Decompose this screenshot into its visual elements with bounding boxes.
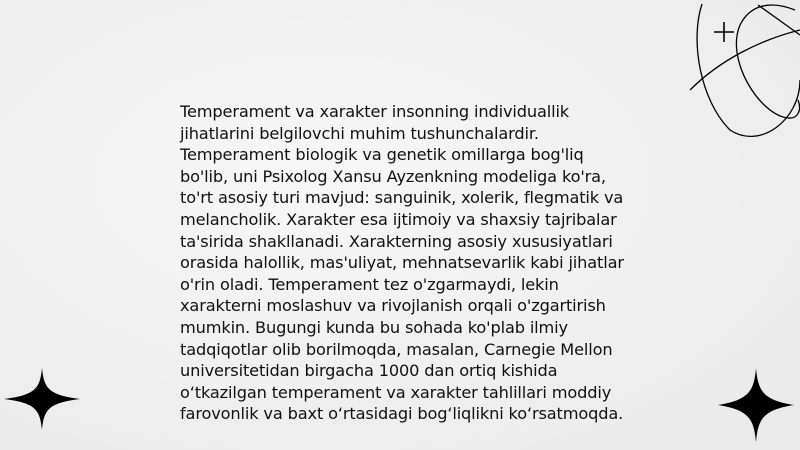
orbit-loop-icon <box>736 5 799 118</box>
four-point-star-icon <box>718 368 794 442</box>
orbit-lines-icon <box>670 0 800 150</box>
orbit-line-icon <box>690 30 800 90</box>
slide-body-text: Temperament va xarakter insonning individuallik jihatlarini belgilovchi muhim tushunchalardir. Temperament biologik va genetik omillarga bog'liq bo'lib, uni Psixolog Xansu Ayzenkning modeliga ko'ra, to'rt asosiy turi mavjud: sanguinik, xolerik, flegmatik va melancholik. Xarakter esa ijtimoiy va shaxsiy tajribalar ta'sirida shakllanadi. Xarakterning asosiy xususiyatlari orasida halollik, mas'uliyat, mehnatsevarlik kabi jihatlar o'rin oladi. Temperament tez o'zgarmaydi, lekin xarakterni moslashuv va rivojlanish orqali o'zgartirish mumkin. Bugungi kunda bu sohada ko'plab ilmiy tadqiqotlar olib borilmoqda, masalan, Carnegie Mellon universitetidan birgacha 1000 dan ortiq kishida o‘tkazilgan temperament va xarakter tahlillari moddiy farovonlik va baxt o‘rtasidagi bog‘liqlikni ko‘rsatmoqda. <box>180 102 624 424</box>
four-point-star-icon <box>4 368 80 430</box>
sparkle-icon <box>714 22 734 42</box>
